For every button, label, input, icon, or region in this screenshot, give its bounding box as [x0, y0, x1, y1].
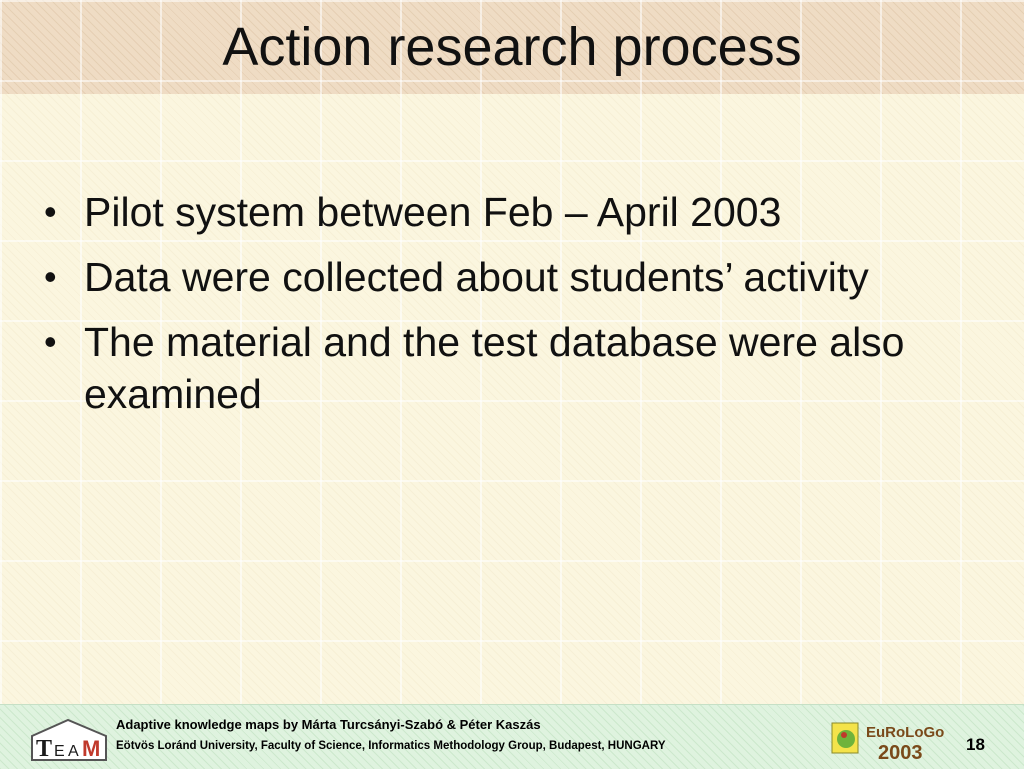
svg-text:2003: 2003	[878, 742, 923, 764]
bullet-text: Pilot system between Feb – April 2003	[84, 189, 782, 235]
bullet-dot-icon: •	[44, 321, 57, 362]
bullet-text: Data were collected about students’ activity	[84, 254, 869, 300]
svg-text:E: E	[54, 743, 65, 760]
svg-text:M: M	[82, 736, 101, 761]
bullet-item	[40, 251, 980, 303]
bullet-text: The material and the test database were also examined	[84, 319, 905, 417]
svg-text:EuRoLoGo: EuRoLoGo	[866, 724, 945, 741]
page-number: 18	[966, 735, 985, 754]
bullet-list	[40, 186, 980, 433]
slide-title: Action research process	[222, 17, 802, 77]
svg-text:A: A	[68, 743, 79, 760]
eurologo-icon	[826, 713, 954, 767]
bullet-dot-icon: •	[44, 191, 57, 232]
footer-affiliation: Eötvös Loránd University, Faculty of Science, Informatics Methodology Group, Budapest, HUNGARY	[116, 740, 666, 752]
bullet-item	[40, 186, 980, 238]
svg-text:T: T	[36, 736, 53, 762]
footer	[0, 704, 1024, 769]
team-logo-icon	[28, 716, 110, 762]
footer-authors: Adaptive knowledge maps by Márta Turcsányi-Szabó & Péter Kaszás	[116, 717, 541, 732]
bullet-item	[40, 316, 980, 420]
bullet-dot-icon: •	[44, 256, 57, 297]
